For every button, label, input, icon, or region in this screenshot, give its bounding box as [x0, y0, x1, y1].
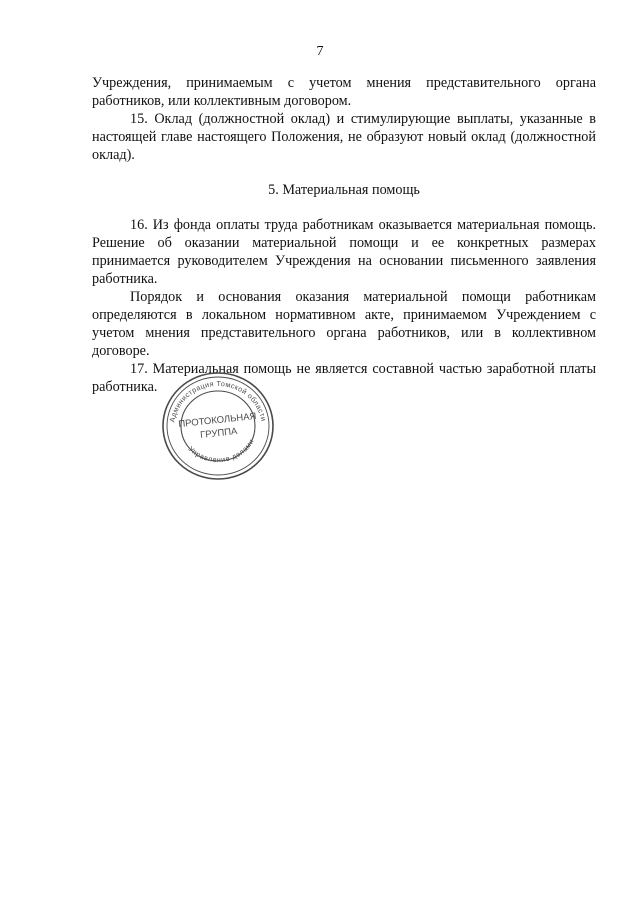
official-stamp — [160, 370, 276, 482]
stamp-center-line1: ПРОТОКОЛЬНАЯ — [177, 410, 257, 431]
svg-text:Управление делами — [187, 437, 256, 464]
stamp-outer-text: Администрация Томской области — [167, 378, 269, 423]
document-body — [92, 74, 596, 396]
stamp-center-line2: ГРУППА — [199, 426, 238, 441]
stamp-bottom-text: Управление делами — [186, 436, 256, 465]
paragraph-15: 15. Оклад (должностной оклад) и стимулирующие выплаты, указанные в настоящей главе настоящего Положения, не образуют новый оклад (должностной оклад). — [92, 111, 596, 163]
stamp-seal-icon — [160, 370, 276, 482]
page-number: 7 — [316, 44, 324, 59]
paragraph-continuation: Учреждения, принимаемым с учетом мнения представительного органа работников, или коллективным договором. — [92, 75, 596, 109]
paragraph-16: 16. Из фонда оплаты труда работникам оказывается материальная помощь. Решение об оказании материальной помощи и ее конкретных размерах принимается руководителем Учреждения на основании письменного заявления работника. — [92, 217, 596, 287]
paragraph-16-order: Порядок и основания оказания материальной помощи работникам определяются в локальном нормативном акте, принимаемом Учреждением с учетом мнения представительного органа работников, или в коллективном договоре. — [92, 289, 596, 359]
paragraph-17: 17. Материальная помощь не является составной частью заработной платы работника. — [92, 361, 596, 395]
section-heading-5: 5. Материальная помощь — [268, 182, 420, 198]
